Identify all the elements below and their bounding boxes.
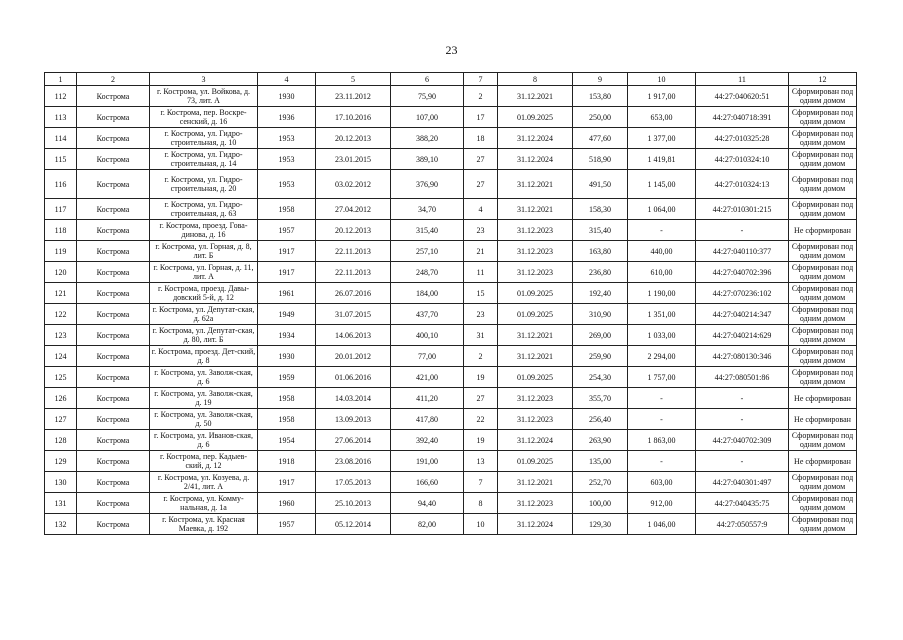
relocation-deadline-cell: 31.12.2023 <box>498 220 573 241</box>
land-area-cell: - <box>628 388 696 409</box>
settlement-cell: Кострома <box>77 346 150 367</box>
land-status-cell: Сформирован под одним домом <box>789 367 857 388</box>
relocation-deadline-cell: 31.12.2021 <box>498 199 573 220</box>
land-area-cell: 2 294,00 <box>628 346 696 367</box>
column-header: 3 <box>150 73 258 86</box>
cadastral-number-cell: - <box>696 409 789 430</box>
relocated-area-cell: 153,80 <box>573 86 628 107</box>
land-area-cell: 610,00 <box>628 262 696 283</box>
column-header: 5 <box>316 73 391 86</box>
row-number-cell: 117 <box>45 199 77 220</box>
column-header: 12 <box>789 73 857 86</box>
area-cell: 388,20 <box>391 128 464 149</box>
land-area-cell: 653,00 <box>628 107 696 128</box>
survey-date-cell: 22.11.2013 <box>316 262 391 283</box>
area-cell: 392,40 <box>391 430 464 451</box>
address-cell: г. Кострома, ул. Красная Маевка, д. 192 <box>150 514 258 535</box>
year-built-cell: 1958 <box>258 388 316 409</box>
row-number-cell: 127 <box>45 409 77 430</box>
residents-cell: 31 <box>464 325 498 346</box>
row-number-cell: 121 <box>45 283 77 304</box>
row-number-cell: 112 <box>45 86 77 107</box>
residents-cell: 2 <box>464 346 498 367</box>
column-header: 4 <box>258 73 316 86</box>
settlement-cell: Кострома <box>77 472 150 493</box>
residents-cell: 22 <box>464 409 498 430</box>
area-cell: 75,90 <box>391 86 464 107</box>
land-status-cell: Сформирован под одним домом <box>789 430 857 451</box>
year-built-cell: 1953 <box>258 170 316 199</box>
address-cell: г. Кострома, проезд. Дет-ский, д. 8 <box>150 346 258 367</box>
address-cell: г. Кострома, проезд. Давы-довский 5-й, д. 12 <box>150 283 258 304</box>
area-cell: 421,00 <box>391 367 464 388</box>
row-number-cell: 122 <box>45 304 77 325</box>
settlement-cell: Кострома <box>77 107 150 128</box>
row-number-cell: 126 <box>45 388 77 409</box>
year-built-cell: 1930 <box>258 86 316 107</box>
land-status-cell: Сформирован под одним домом <box>789 283 857 304</box>
relocated-area-cell: 256,40 <box>573 409 628 430</box>
land-area-cell: 1 419,81 <box>628 149 696 170</box>
survey-date-cell: 14.06.2013 <box>316 325 391 346</box>
row-number-cell: 132 <box>45 514 77 535</box>
land-status-cell: Сформирован под одним домом <box>789 493 857 514</box>
residents-cell: 8 <box>464 493 498 514</box>
relocated-area-cell: 192,40 <box>573 283 628 304</box>
relocated-area-cell: 477,60 <box>573 128 628 149</box>
settlement-cell: Кострома <box>77 514 150 535</box>
row-number-cell: 118 <box>45 220 77 241</box>
survey-date-cell: 27.06.2014 <box>316 430 391 451</box>
residents-cell: 23 <box>464 220 498 241</box>
area-cell: 376,90 <box>391 170 464 199</box>
area-cell: 417,80 <box>391 409 464 430</box>
relocated-area-cell: 236,80 <box>573 262 628 283</box>
land-area-cell: 1 046,00 <box>628 514 696 535</box>
address-cell: г. Кострома, ул. Заволж-ская, д. 6 <box>150 367 258 388</box>
row-number-cell: 131 <box>45 493 77 514</box>
relocation-deadline-cell: 31.12.2024 <box>498 128 573 149</box>
column-header: 1 <box>45 73 77 86</box>
relocated-area-cell: 252,70 <box>573 472 628 493</box>
residents-cell: 19 <box>464 367 498 388</box>
area-cell: 315,40 <box>391 220 464 241</box>
column-header: 10 <box>628 73 696 86</box>
cadastral-number-cell: - <box>696 388 789 409</box>
cadastral-number-cell: 44:27:010324:13 <box>696 170 789 199</box>
land-area-cell: 1 190,00 <box>628 283 696 304</box>
settlement-cell: Кострома <box>77 128 150 149</box>
year-built-cell: 1957 <box>258 514 316 535</box>
land-status-cell: Сформирован под одним домом <box>789 149 857 170</box>
year-built-cell: 1934 <box>258 325 316 346</box>
year-built-cell: 1949 <box>258 304 316 325</box>
land-area-cell: 1 757,00 <box>628 367 696 388</box>
cadastral-number-cell: - <box>696 451 789 472</box>
relocation-deadline-cell: 31.12.2024 <box>498 514 573 535</box>
table-row <box>45 149 857 170</box>
relocation-deadline-cell: 01.09.2025 <box>498 367 573 388</box>
relocation-deadline-cell: 31.12.2023 <box>498 241 573 262</box>
year-built-cell: 1954 <box>258 430 316 451</box>
table-row <box>45 325 857 346</box>
land-status-cell: Сформирован под одним домом <box>789 199 857 220</box>
area-cell: 191,00 <box>391 451 464 472</box>
year-built-cell: 1918 <box>258 451 316 472</box>
survey-date-cell: 01.06.2016 <box>316 367 391 388</box>
land-area-cell: 1 064,00 <box>628 199 696 220</box>
column-header: 11 <box>696 73 789 86</box>
area-cell: 389,10 <box>391 149 464 170</box>
table-row <box>45 346 857 367</box>
survey-date-cell: 31.07.2015 <box>316 304 391 325</box>
year-built-cell: 1930 <box>258 346 316 367</box>
land-status-cell: Не сформирован <box>789 388 857 409</box>
relocated-area-cell: 518,90 <box>573 149 628 170</box>
table-row <box>45 170 857 199</box>
cadastral-number-cell: 44:27:080130:346 <box>696 346 789 367</box>
survey-date-cell: 23.08.2016 <box>316 451 391 472</box>
survey-date-cell: 03.02.2012 <box>316 170 391 199</box>
residents-cell: 27 <box>464 170 498 199</box>
year-built-cell: 1960 <box>258 493 316 514</box>
relocated-area-cell: 259,90 <box>573 346 628 367</box>
land-area-cell: 1 863,00 <box>628 430 696 451</box>
settlement-cell: Кострома <box>77 199 150 220</box>
land-status-cell: Не сформирован <box>789 220 857 241</box>
relocation-deadline-cell: 31.12.2021 <box>498 170 573 199</box>
residents-cell: 2 <box>464 86 498 107</box>
table-row <box>45 199 857 220</box>
address-cell: г. Кострома, ул. Депутат-ская, д. 80, лит. Б <box>150 325 258 346</box>
land-area-cell: 1 351,00 <box>628 304 696 325</box>
relocation-deadline-cell: 31.12.2021 <box>498 346 573 367</box>
year-built-cell: 1958 <box>258 199 316 220</box>
address-cell: г. Кострома, пер. Воскре-сенский, д. 16 <box>150 107 258 128</box>
relocated-area-cell: 263,90 <box>573 430 628 451</box>
row-number-cell: 119 <box>45 241 77 262</box>
land-status-cell: Сформирован под одним домом <box>789 86 857 107</box>
settlement-cell: Кострома <box>77 304 150 325</box>
row-number-cell: 123 <box>45 325 77 346</box>
settlement-cell: Кострома <box>77 388 150 409</box>
land-status-cell: Сформирован под одним домом <box>789 170 857 199</box>
cadastral-number-cell: 44:27:040214:629 <box>696 325 789 346</box>
settlement-cell: Кострома <box>77 149 150 170</box>
page-number: 23 <box>445 43 458 57</box>
row-number-cell: 130 <box>45 472 77 493</box>
survey-date-cell: 27.04.2012 <box>316 199 391 220</box>
year-built-cell: 1961 <box>258 283 316 304</box>
settlement-cell: Кострома <box>77 430 150 451</box>
area-cell: 437,70 <box>391 304 464 325</box>
table-row <box>45 388 857 409</box>
table-row <box>45 304 857 325</box>
survey-date-cell: 05.12.2014 <box>316 514 391 535</box>
table-row <box>45 514 857 535</box>
table-row <box>45 409 857 430</box>
column-header: 8 <box>498 73 573 86</box>
row-number-cell: 124 <box>45 346 77 367</box>
relocated-area-cell: 355,70 <box>573 388 628 409</box>
year-built-cell: 1917 <box>258 472 316 493</box>
relocation-deadline-cell: 31.12.2023 <box>498 388 573 409</box>
table-row <box>45 472 857 493</box>
area-cell: 34,70 <box>391 199 464 220</box>
land-area-cell: - <box>628 220 696 241</box>
year-built-cell: 1953 <box>258 128 316 149</box>
relocation-deadline-cell: 31.12.2024 <box>498 149 573 170</box>
relocation-deadline-cell: 01.09.2025 <box>498 107 573 128</box>
survey-date-cell: 20.12.2013 <box>316 128 391 149</box>
settlement-cell: Кострома <box>77 220 150 241</box>
year-built-cell: 1953 <box>258 149 316 170</box>
land-area-cell: 1 377,00 <box>628 128 696 149</box>
area-cell: 184,00 <box>391 283 464 304</box>
table-row <box>45 220 857 241</box>
table-row <box>45 493 857 514</box>
area-cell: 166,60 <box>391 472 464 493</box>
relocated-area-cell: 254,30 <box>573 367 628 388</box>
cadastral-number-cell: 44:27:040718:391 <box>696 107 789 128</box>
land-status-cell: Сформирован под одним домом <box>789 304 857 325</box>
cadastral-number-cell: 44:27:040620:51 <box>696 86 789 107</box>
land-status-cell: Сформирован под одним домом <box>789 346 857 367</box>
survey-date-cell: 13.09.2013 <box>316 409 391 430</box>
area-cell: 94,40 <box>391 493 464 514</box>
table-row <box>45 86 857 107</box>
land-area-cell: 1 033,00 <box>628 325 696 346</box>
housing-registry-table <box>44 72 857 535</box>
row-number-cell: 114 <box>45 128 77 149</box>
survey-date-cell: 26.07.2016 <box>316 283 391 304</box>
address-cell: г. Кострома, ул. Горная, д. 8, лит. Б <box>150 241 258 262</box>
address-cell: г. Кострома, ул. Гидро-строительная, д. 10 <box>150 128 258 149</box>
land-area-cell: 1 917,00 <box>628 86 696 107</box>
address-cell: г. Кострома, ул. Войкова, д. 73, лит. А <box>150 86 258 107</box>
land-area-cell: 912,00 <box>628 493 696 514</box>
settlement-cell: Кострома <box>77 367 150 388</box>
area-cell: 257,10 <box>391 241 464 262</box>
relocation-deadline-cell: 31.12.2023 <box>498 493 573 514</box>
land-area-cell: 440,00 <box>628 241 696 262</box>
land-status-cell: Сформирован под одним домом <box>789 514 857 535</box>
table-row <box>45 128 857 149</box>
year-built-cell: 1917 <box>258 262 316 283</box>
residents-cell: 4 <box>464 199 498 220</box>
residents-cell: 17 <box>464 107 498 128</box>
row-number-cell: 125 <box>45 367 77 388</box>
survey-date-cell: 17.10.2016 <box>316 107 391 128</box>
cadastral-number-cell: 44:27:040435:75 <box>696 493 789 514</box>
residents-cell: 27 <box>464 149 498 170</box>
land-area-cell: - <box>628 409 696 430</box>
area-cell: 107,00 <box>391 107 464 128</box>
relocated-area-cell: 129,30 <box>573 514 628 535</box>
relocation-deadline-cell: 01.09.2025 <box>498 283 573 304</box>
survey-date-cell: 23.11.2012 <box>316 86 391 107</box>
table-row <box>45 262 857 283</box>
relocated-area-cell: 269,00 <box>573 325 628 346</box>
residents-cell: 13 <box>464 451 498 472</box>
address-cell: г. Кострома, пер. Кадыев-ский, д. 12 <box>150 451 258 472</box>
year-built-cell: 1959 <box>258 367 316 388</box>
survey-date-cell: 14.03.2014 <box>316 388 391 409</box>
settlement-cell: Кострома <box>77 283 150 304</box>
relocated-area-cell: 315,40 <box>573 220 628 241</box>
table-row <box>45 241 857 262</box>
relocation-deadline-cell: 31.12.2024 <box>498 430 573 451</box>
survey-date-cell: 23.01.2015 <box>316 149 391 170</box>
residents-cell: 10 <box>464 514 498 535</box>
land-status-cell: Не сформирован <box>789 451 857 472</box>
relocated-area-cell: 250,00 <box>573 107 628 128</box>
survey-date-cell: 25.10.2013 <box>316 493 391 514</box>
cadastral-number-cell: 44:27:070236:102 <box>696 283 789 304</box>
settlement-cell: Кострома <box>77 241 150 262</box>
cadastral-number-cell: 44:27:080501:86 <box>696 367 789 388</box>
relocation-deadline-cell: 01.09.2025 <box>498 304 573 325</box>
relocated-area-cell: 158,30 <box>573 199 628 220</box>
survey-date-cell: 20.12.2013 <box>316 220 391 241</box>
address-cell: г. Кострома, ул. Гидро-строительная, д. 63 <box>150 199 258 220</box>
cadastral-number-cell: 44:27:040702:396 <box>696 262 789 283</box>
area-cell: 82,00 <box>391 514 464 535</box>
land-status-cell: Сформирован под одним домом <box>789 128 857 149</box>
residents-cell: 7 <box>464 472 498 493</box>
address-cell: г. Кострома, ул. Козуева, д. 2/41, лит. А <box>150 472 258 493</box>
land-status-cell: Сформирован под одним домом <box>789 107 857 128</box>
year-built-cell: 1957 <box>258 220 316 241</box>
table-row <box>45 107 857 128</box>
settlement-cell: Кострома <box>77 451 150 472</box>
address-cell: г. Кострома, ул. Заволж-ская, д. 19 <box>150 388 258 409</box>
table-row <box>45 430 857 451</box>
address-cell: г. Кострома, ул. Заволж-ская, д. 50 <box>150 409 258 430</box>
address-cell: г. Кострома, ул. Горная, д. 11, лит. А <box>150 262 258 283</box>
relocation-deadline-cell: 31.12.2021 <box>498 472 573 493</box>
land-status-cell: Сформирован под одним домом <box>789 472 857 493</box>
settlement-cell: Кострома <box>77 325 150 346</box>
cadastral-number-cell: 44:27:050557:9 <box>696 514 789 535</box>
year-built-cell: 1958 <box>258 409 316 430</box>
residents-cell: 18 <box>464 128 498 149</box>
cadastral-number-cell: - <box>696 220 789 241</box>
residents-cell: 27 <box>464 388 498 409</box>
area-cell: 77,00 <box>391 346 464 367</box>
row-number-cell: 129 <box>45 451 77 472</box>
relocation-deadline-cell: 01.09.2025 <box>498 451 573 472</box>
row-number-cell: 115 <box>45 149 77 170</box>
cadastral-number-cell: 44:27:010325:28 <box>696 128 789 149</box>
settlement-cell: Кострома <box>77 86 150 107</box>
address-cell: г. Кострома, проезд. Гова-динова, д. 16 <box>150 220 258 241</box>
cadastral-number-cell: 44:27:040110:377 <box>696 241 789 262</box>
address-cell: г. Кострома, ул. Гидро-строительная, д. 20 <box>150 170 258 199</box>
relocated-area-cell: 310,90 <box>573 304 628 325</box>
land-area-cell: - <box>628 451 696 472</box>
area-cell: 411,20 <box>391 388 464 409</box>
area-cell: 400,10 <box>391 325 464 346</box>
survey-date-cell: 20.01.2012 <box>316 346 391 367</box>
relocation-deadline-cell: 31.12.2023 <box>498 409 573 430</box>
residents-cell: 15 <box>464 283 498 304</box>
residents-cell: 21 <box>464 241 498 262</box>
relocation-deadline-cell: 31.12.2021 <box>498 86 573 107</box>
address-cell: г. Кострома, ул. Гидро-строительная, д. 14 <box>150 149 258 170</box>
column-header: 6 <box>391 73 464 86</box>
address-cell: г. Кострома, ул. Иванов-ская, д. 6 <box>150 430 258 451</box>
row-number-cell: 128 <box>45 430 77 451</box>
settlement-cell: Кострома <box>77 493 150 514</box>
column-header: 2 <box>77 73 150 86</box>
column-header: 7 <box>464 73 498 86</box>
land-status-cell: Сформирован под одним домом <box>789 241 857 262</box>
residents-cell: 19 <box>464 430 498 451</box>
settlement-cell: Кострома <box>77 409 150 430</box>
area-cell: 248,70 <box>391 262 464 283</box>
land-status-cell: Сформирован под одним домом <box>789 325 857 346</box>
survey-date-cell: 17.05.2013 <box>316 472 391 493</box>
settlement-cell: Кострома <box>77 170 150 199</box>
column-header: 9 <box>573 73 628 86</box>
relocation-deadline-cell: 31.12.2021 <box>498 325 573 346</box>
year-built-cell: 1936 <box>258 107 316 128</box>
settlement-cell: Кострома <box>77 262 150 283</box>
table-body <box>45 86 857 535</box>
residents-cell: 23 <box>464 304 498 325</box>
table-row <box>45 367 857 388</box>
cadastral-number-cell: 44:27:040214:347 <box>696 304 789 325</box>
relocated-area-cell: 491,50 <box>573 170 628 199</box>
row-number-cell: 120 <box>45 262 77 283</box>
relocated-area-cell: 163,80 <box>573 241 628 262</box>
relocation-deadline-cell: 31.12.2023 <box>498 262 573 283</box>
row-number-cell: 116 <box>45 170 77 199</box>
address-cell: г. Кострома, ул. Комму-нальная, д. 1а <box>150 493 258 514</box>
residents-cell: 11 <box>464 262 498 283</box>
survey-date-cell: 22.11.2013 <box>316 241 391 262</box>
land-area-cell: 1 145,00 <box>628 170 696 199</box>
cadastral-number-cell: 44:27:040702:309 <box>696 430 789 451</box>
row-number-cell: 113 <box>45 107 77 128</box>
table-row <box>45 451 857 472</box>
land-status-cell: Сформирован под одним домом <box>789 262 857 283</box>
relocated-area-cell: 135,00 <box>573 451 628 472</box>
header-row <box>45 73 857 86</box>
year-built-cell: 1917 <box>258 241 316 262</box>
land-area-cell: 603,00 <box>628 472 696 493</box>
relocated-area-cell: 100,00 <box>573 493 628 514</box>
cadastral-number-cell: 44:27:010324:10 <box>696 149 789 170</box>
cadastral-number-cell: 44:27:010301:215 <box>696 199 789 220</box>
land-status-cell: Не сформирован <box>789 409 857 430</box>
address-cell: г. Кострома, ул. Депутат-ская, д. 62а <box>150 304 258 325</box>
cadastral-number-cell: 44:27:040301:497 <box>696 472 789 493</box>
table-row <box>45 283 857 304</box>
